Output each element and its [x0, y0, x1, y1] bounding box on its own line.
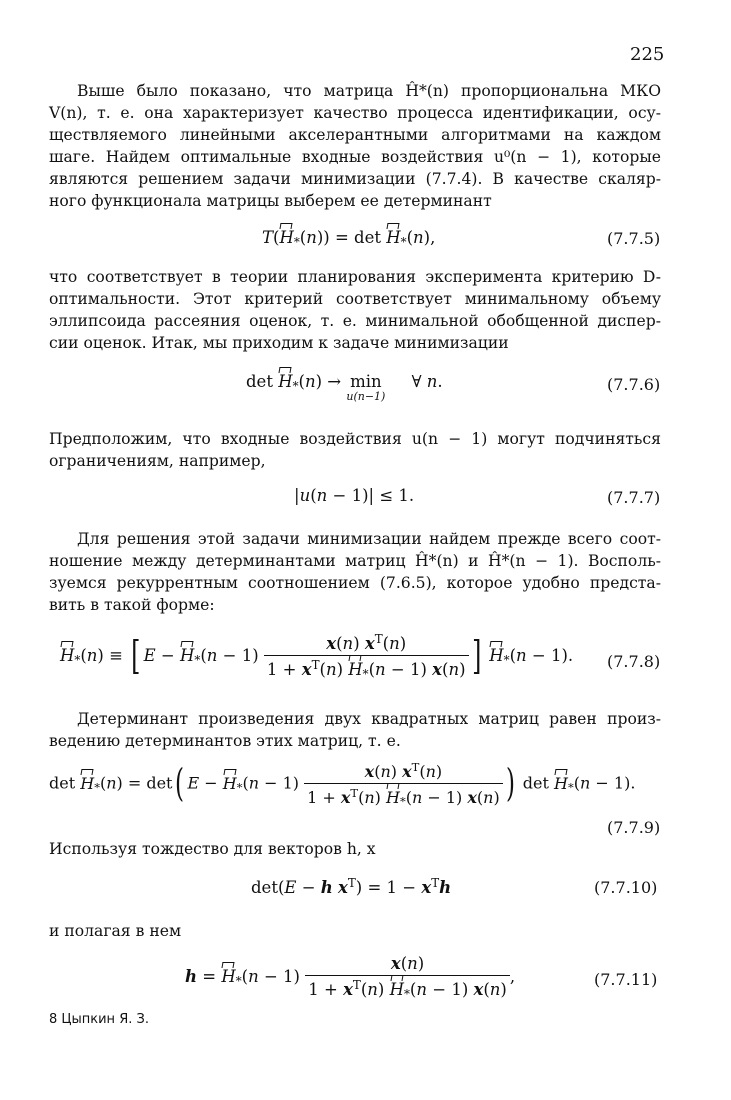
equation-number: (7.7.10): [594, 878, 658, 897]
text-line: оптимальности. Этот критерий соответствует минимальному объему: [49, 290, 661, 308]
paragraph-1: [49, 80, 661, 212]
paragraph-5: [49, 708, 661, 752]
text-line: зуемся рекуррентным соотношением (7.6.5), которое удобно предста-: [49, 574, 661, 592]
paragraph-7: [49, 920, 661, 942]
text-line: Выше было показано, что матрица Ĥ*(n) пропорциональна МКО: [77, 82, 661, 100]
text-line: вить в такой форме:: [49, 596, 215, 614]
text-line: ного функционала матрицы выберем ее детерминант: [49, 192, 492, 210]
text-line: V(n), т. е. она характеризует качество процесса идентификации, осу-: [49, 104, 661, 122]
equation-number: (7.7.7): [607, 488, 661, 507]
text-line: шаге. Найдем оптимальные входные воздействия u⁰(n − 1), которые: [49, 148, 661, 166]
text-line: эллипсоида рассеяния оценок, т. е. минимальной обобщенной диспер-: [49, 312, 661, 330]
text-line: что соответствует в теории планирования эксперимента критерию D-: [49, 268, 661, 286]
equation-number: (7.7.6): [607, 375, 661, 394]
equation-7-7-9: $\det H_*(n) = \det$( $E - H_*(n - 1)$ $\frac{x(n) x^T(n)}{1 + x^T(n) H_*(n - 1) x(n)}$ ) $\det H_*(n - 1)$.: [49, 760, 636, 809]
text-line: ограничениям, например,: [49, 452, 266, 470]
equation-7-7-11: $h = H_*(n - 1)$ $\frac{x(n)}{1 + x^T(n) H_*(n - 1) x(n)}$ ,: [185, 954, 516, 1001]
page-number: 225: [630, 44, 665, 65]
equation-7-7-10: det(E − h $x^T) = 1 - x^Th$: [251, 876, 452, 897]
equation-7-7-8: $H_*(n)$ ≡ [ $E - H_*(n - 1)$ $\frac{x(n) x^T(n)}{1 + x^T(n) H_*(n - 1) x(n)}$ ] $H_*(n - 1)$.: [60, 632, 574, 681]
paragraph-2: [49, 266, 661, 354]
equation-7-7-5: $T(H_*(n)) = \det H_*(n)$,: [262, 228, 436, 249]
equation-7-7-7: |u(n − 1)| ≤ 1.: [294, 486, 415, 505]
text-line: Детерминант произведения двух квадратных матриц равен произ-: [77, 710, 661, 728]
text-line: Используя тождество для векторов h, x: [49, 840, 376, 858]
text-line: ведению детерминантов этих матриц, т. е.: [49, 732, 401, 750]
equation-number: (7.7.5): [607, 229, 661, 248]
paragraph-6: [49, 838, 661, 860]
equation-number: (7.7.9): [607, 818, 661, 837]
equation-number: (7.7.8): [607, 652, 661, 671]
text-line: Предположим, что входные воздействия u(n − 1) могут подчиняться: [49, 430, 661, 448]
footnote: 8 Цыпкин Я. З.: [49, 1012, 149, 1027]
text-line: являются решением задачи минимизации (7.7.4). В качестве скаляр-: [49, 170, 661, 188]
paragraph-4: [49, 528, 661, 616]
equation-7-7-6: $\det H_*(n) \to \min$ u(n−1) ∀ n.: [246, 372, 443, 403]
equation-number: (7.7.11): [594, 970, 658, 989]
text-line: ществляемого линейными акселерантными алгоритмами на каждом: [49, 126, 661, 144]
paragraph-3: [49, 428, 661, 472]
text-line: и полагая в нем: [49, 922, 182, 940]
text-line: ношение между детерминантами матриц Ĥ*(n) и Ĥ*(n − 1). Восполь-: [49, 552, 661, 570]
text-line: Для решения этой задачи минимизации найдем прежде всего соот-: [77, 530, 661, 548]
text-line: сии оценок. Итак, мы приходим к задаче минимизации: [49, 334, 509, 352]
